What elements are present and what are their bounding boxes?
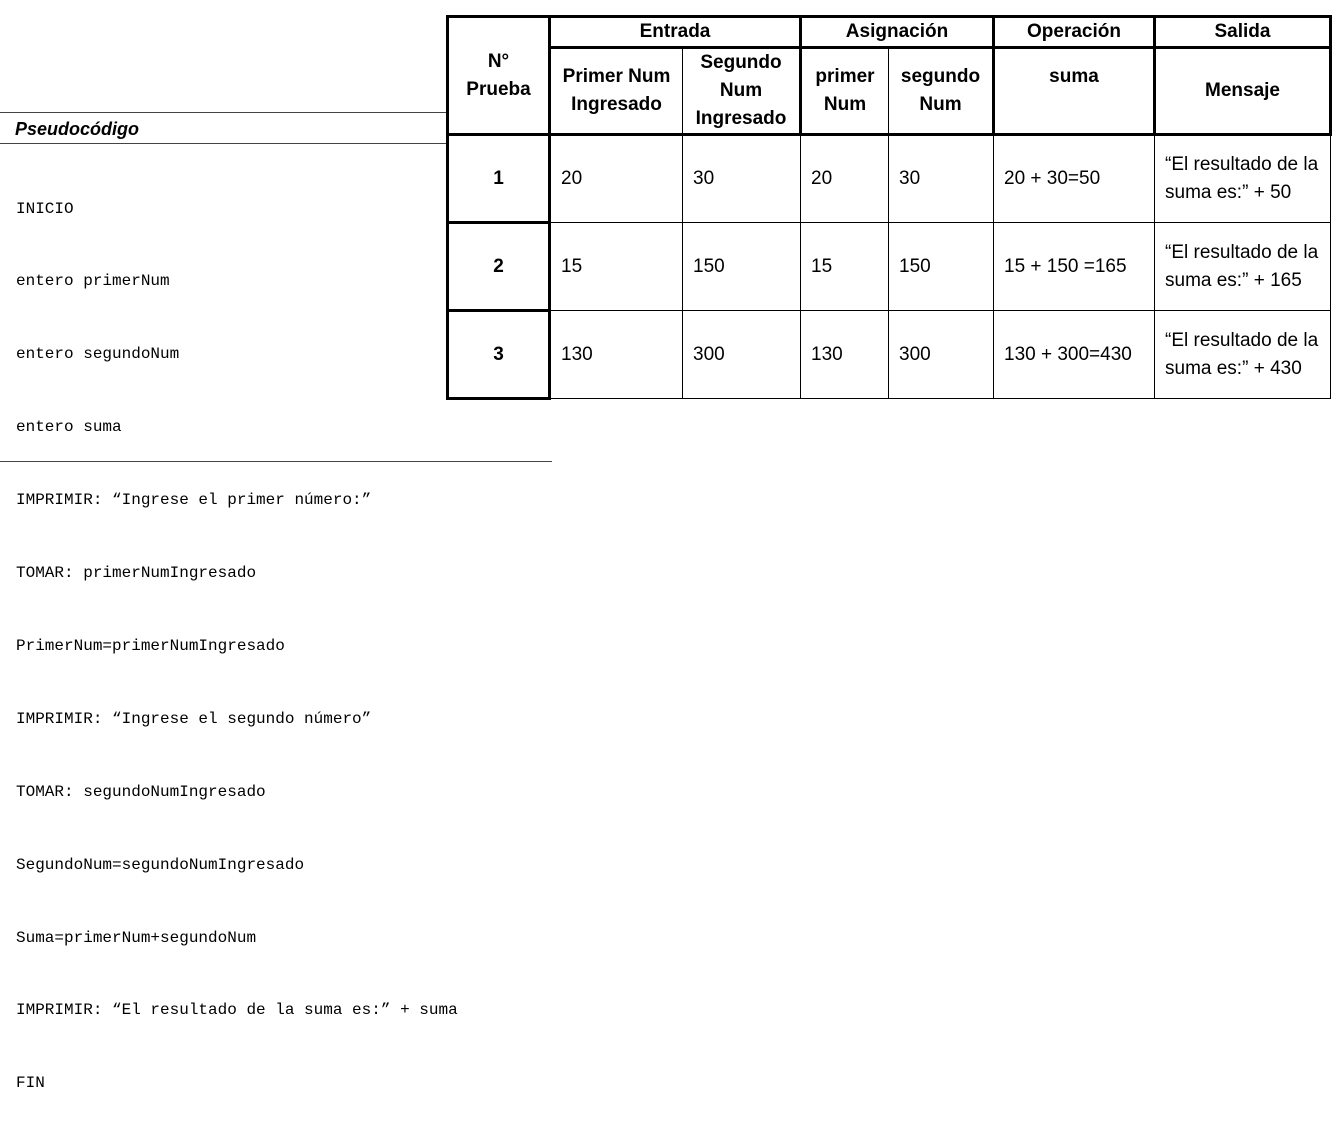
cell-suma: 15 + 150 =165 — [994, 223, 1155, 311]
code-line: IMPRIMIR: “Ingrese el primer número:” — [16, 491, 372, 510]
code-line: INICIO — [16, 199, 74, 218]
header-test-number: N° Prueba — [448, 17, 550, 135]
header-group-operacion: Operación — [994, 17, 1155, 48]
code-line: PrimerNum=primerNumIngresado — [16, 636, 285, 655]
header-primer-num: primer Num — [801, 48, 889, 135]
test-number: 3 — [448, 311, 550, 399]
header-group-salida: Salida — [1155, 17, 1331, 48]
cell-segundo-num: 300 — [889, 311, 994, 399]
test-number: 2 — [448, 223, 550, 311]
code-line: TOMAR: segundoNumIngresado — [16, 782, 266, 801]
table-row — [448, 223, 1331, 311]
code-line: entero segundoNum — [16, 345, 180, 364]
cell-primer-num: 130 — [801, 311, 889, 399]
cell-suma: 20 + 30=50 — [994, 135, 1155, 223]
cell-primer-num: 20 — [801, 135, 889, 223]
cell-primer-num-ingresado: 130 — [550, 311, 683, 399]
header-group-entrada: Entrada — [550, 17, 801, 48]
code-line: Suma=primerNum+segundoNum — [16, 928, 257, 947]
header-mensaje: Mensaje — [1155, 48, 1331, 135]
header-segundo-num-ingresado: Segundo Num Ingresado — [683, 48, 801, 135]
test-number: 1 — [448, 135, 550, 223]
table-row — [448, 135, 1331, 223]
test-cases-table — [446, 15, 1332, 400]
cell-suma: 130 + 300=430 — [994, 311, 1155, 399]
header-primer-num-ingresado: Primer Num Ingresado — [550, 48, 683, 135]
cell-mensaje: “El resultado de la suma es:” + 165 — [1155, 223, 1331, 311]
cell-segundo-num-ingresado: 300 — [683, 311, 801, 399]
table-row — [448, 311, 1331, 399]
cell-primer-num-ingresado: 20 — [550, 135, 683, 223]
cell-segundo-num: 150 — [889, 223, 994, 311]
pseudocode-title: Pseudocódigo — [0, 113, 552, 144]
code-line: SegundoNum=segundoNumIngresado — [16, 855, 305, 874]
pseudocode-lines — [16, 148, 458, 1144]
code-line: FIN — [16, 1074, 45, 1093]
header-suma: suma — [994, 48, 1155, 135]
code-line: IMPRIMIR: “El resultado de la suma es:” + suma — [16, 1001, 458, 1020]
cell-primer-num: 15 — [801, 223, 889, 311]
code-line: entero primerNum — [16, 272, 170, 291]
code-line: entero suma — [16, 418, 122, 437]
code-line: IMPRIMIR: “Ingrese el segundo número” — [16, 709, 372, 728]
cell-mensaje: “El resultado de la suma es:” + 50 — [1155, 135, 1331, 223]
cell-segundo-num: 30 — [889, 135, 994, 223]
cell-segundo-num-ingresado: 150 — [683, 223, 801, 311]
cell-mensaje: “El resultado de la suma es:” + 430 — [1155, 311, 1331, 399]
code-line: TOMAR: primerNumIngresado — [16, 564, 257, 583]
header-segundo-num: segundo Num — [889, 48, 994, 135]
header-group-asignacion: Asignación — [801, 17, 994, 48]
cell-primer-num-ingresado: 15 — [550, 223, 683, 311]
cell-segundo-num-ingresado: 30 — [683, 135, 801, 223]
